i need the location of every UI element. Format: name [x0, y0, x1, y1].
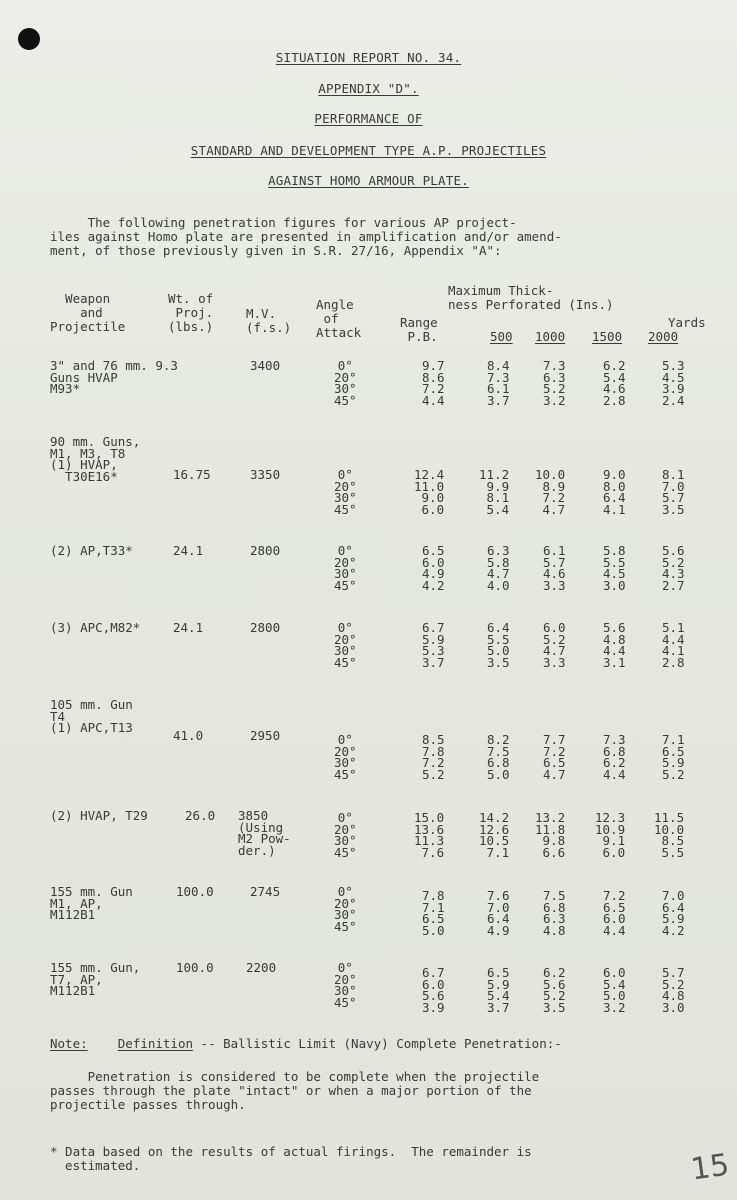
row-2-pb: 12.4 11.0 9.0 6.0 — [414, 467, 445, 517]
row-7-1000: 7.5 6.8 6.3 4.8 — [543, 888, 566, 938]
row-4-500: 6.4 5.5 5.0 3.5 — [487, 620, 510, 670]
row-1-angles: 0° 20° 30° 45° — [334, 358, 357, 408]
header-weight: Wt. of Proj. (lbs.) — [168, 291, 214, 334]
row-6-1000: 13.2 11.8 9.8 6.6 — [535, 810, 566, 860]
row-5-2000: 7.1 6.5 5.9 5.2 — [662, 732, 685, 782]
row-3-weapon: (2) AP,T33* — [50, 543, 133, 558]
row-7-2000: 7.0 6.4 5.9 4.2 — [662, 888, 685, 938]
note-label: Note: — [50, 1036, 88, 1051]
header-1500: 1500 — [592, 329, 623, 344]
row-8-angles: 0° 20° 30° 45° — [334, 960, 357, 1010]
row-5-1500: 7.3 6.8 6.2 4.4 — [603, 732, 626, 782]
row-6-weight: 26.0 — [185, 808, 216, 823]
row-3-1000: 6.1 5.7 4.6 3.3 — [543, 543, 566, 593]
row-3-500: 6.3 5.8 4.7 4.0 — [487, 543, 510, 593]
row-5-weight: 41.0 — [173, 728, 204, 743]
row-3-mv: 2800 — [250, 543, 281, 558]
header-500: 500 — [490, 329, 513, 344]
heading-line-3: PERFORMANCE OF — [314, 111, 423, 126]
footnote: * Data based on the results of actual firings. The remainder is estimated. — [50, 1144, 532, 1173]
row-1-500: 8.4 7.3 6.1 3.7 — [487, 358, 510, 408]
header-angle: Angle of Attack — [316, 297, 362, 340]
row-1-1500: 6.2 5.4 4.6 2.8 — [603, 358, 626, 408]
row-1-weapon: 3" and 76 mm. 9.3 Guns HVAP M93* — [50, 358, 178, 396]
header-2000: 2000 — [648, 329, 679, 344]
row-7-angles: 0° 20° 30° 45° — [334, 884, 357, 934]
row-6-1500: 12.3 10.9 9.1 6.0 — [595, 810, 626, 860]
note-definition: Definition — [117, 1036, 194, 1051]
row-3-2000: 5.6 5.2 4.3 2.7 — [662, 543, 685, 593]
row-6-pb: 15.0 13.6 11.3 7.6 — [414, 810, 445, 860]
row-3-1500: 5.8 5.5 4.5 3.0 — [603, 543, 626, 593]
row-7-weight: 100.0 — [176, 884, 214, 899]
punch-hole — [18, 28, 40, 50]
header-range-pb: Range P.B. — [400, 315, 438, 344]
row-6-mv: 3850 (Using M2 Pow- der.) — [238, 808, 291, 858]
row-8-1000: 6.2 5.6 5.2 3.5 — [543, 965, 566, 1015]
note-definition-text: -- Ballistic Limit (Navy) Complete Penetration:- — [193, 1036, 562, 1051]
row-5-angles: 0° 20° 30° 45° — [334, 732, 357, 782]
header-yards: Yards — [668, 315, 706, 330]
row-1-1000: 7.3 6.3 5.2 3.2 — [543, 358, 566, 408]
row-5-500: 8.2 7.5 6.8 5.0 — [487, 732, 510, 782]
row-4-1500: 5.6 4.8 4.4 3.1 — [603, 620, 626, 670]
row-4-weight: 24.1 — [173, 620, 204, 635]
row-4-pb: 6.7 5.9 5.3 3.7 — [422, 620, 445, 670]
row-3-pb: 6.5 6.0 4.9 4.2 — [422, 543, 445, 593]
row-1-2000: 5.3 4.5 3.9 2.4 — [662, 358, 685, 408]
row-8-mv: 2200 — [246, 960, 277, 975]
header-mv: M.V. (f.s.) — [246, 306, 292, 335]
row-8-pb: 6.7 6.0 5.6 3.9 — [422, 965, 445, 1015]
row-4-angles: 0° 20° 30° 45° — [334, 620, 357, 670]
note-body: Penetration is considered to be complete when the projectile passes through the plate "intact" or when a major portion of the projectile passes through. — [50, 1069, 540, 1112]
row-2-2000: 8.1 7.0 5.7 3.5 — [662, 467, 685, 517]
row-8-500: 6.5 5.9 5.4 3.7 — [487, 965, 510, 1015]
row-4-weapon: (3) APC,M82* — [50, 620, 141, 635]
row-4-mv: 2800 — [250, 620, 281, 635]
row-2-angles: 0° 20° 30° 45° — [334, 467, 357, 517]
header-weapon: Weapon and Projectile — [50, 291, 126, 334]
row-2-weight: 16.75 — [173, 467, 211, 482]
note-line — [50, 1037, 562, 1051]
heading-line-4: STANDARD AND DEVELOPMENT TYPE A.P. PROJECTILES — [190, 143, 547, 158]
row-2-500: 11.2 9.9 8.1 5.4 — [479, 467, 510, 517]
row-2-1500: 9.0 8.0 6.4 4.1 — [603, 467, 626, 517]
row-1-pb: 9.7 8.6 7.2 4.4 — [422, 358, 445, 408]
page-number-mark: 15 — [688, 1147, 732, 1188]
header-max-thickness: Maximum Thick- ness Perforated (Ins.) — [448, 283, 614, 312]
row-8-1500: 6.0 5.4 5.0 3.2 — [603, 965, 626, 1015]
row-4-1000: 6.0 5.2 4.7 3.3 — [543, 620, 566, 670]
row-5-pb: 8.5 7.8 7.2 5.2 — [422, 732, 445, 782]
report-title: SITUATION REPORT NO. 34. — [275, 50, 462, 65]
row-6-angles: 0° 20° 30° 45° — [334, 810, 357, 860]
row-7-500: 7.6 7.0 6.4 4.9 — [487, 888, 510, 938]
row-6-weapon: (2) HVAP, T29 — [50, 808, 148, 823]
row-2-weapon: 90 mm. Guns, M1, M3, T8 (1) HVAP, T30E16* — [50, 434, 141, 484]
appendix-title: APPENDIX "D". — [318, 81, 419, 96]
row-8-weapon: 155 mm. Gun, T7, AP, M112B1 — [50, 960, 141, 998]
row-3-weight: 24.1 — [173, 543, 204, 558]
row-3-angles: 0° 20° 30° 45° — [334, 543, 357, 593]
row-7-mv: 2745 — [250, 884, 281, 899]
row-4-2000: 5.1 4.4 4.1 2.8 — [662, 620, 685, 670]
header-1000: 1000 — [535, 329, 566, 344]
row-6-500: 14.2 12.6 10.5 7.1 — [479, 810, 510, 860]
row-5-mv: 2950 — [250, 728, 281, 743]
row-5-weapon: 105 mm. Gun T4 (1) APC,T13 — [50, 697, 133, 735]
heading-line-5: AGAINST HOMO ARMOUR PLATE. — [268, 173, 469, 188]
row-8-2000: 5.7 5.2 4.8 3.0 — [662, 965, 685, 1015]
row-7-1500: 7.2 6.5 6.0 4.4 — [603, 888, 626, 938]
row-7-pb: 7.8 7.1 6.5 5.0 — [422, 888, 445, 938]
row-5-1000: 7.7 7.2 6.5 4.7 — [543, 732, 566, 782]
intro-paragraph: The following penetration figures for various AP project- iles against Homo plate are presented in amplification and/or amend- ment, of those previously given in S.R. 27/16, Appendix "A": — [50, 215, 562, 258]
row-6-2000: 11.5 10.0 8.5 5.5 — [654, 810, 685, 860]
row-2-1000: 10.0 8.9 7.2 4.7 — [535, 467, 566, 517]
row-1-mv: 3400 — [250, 358, 281, 373]
row-8-weight: 100.0 — [176, 960, 214, 975]
row-7-weapon: 155 mm. Gun M1, AP, M112B1 — [50, 884, 133, 922]
row-2-mv: 3350 — [250, 467, 281, 482]
